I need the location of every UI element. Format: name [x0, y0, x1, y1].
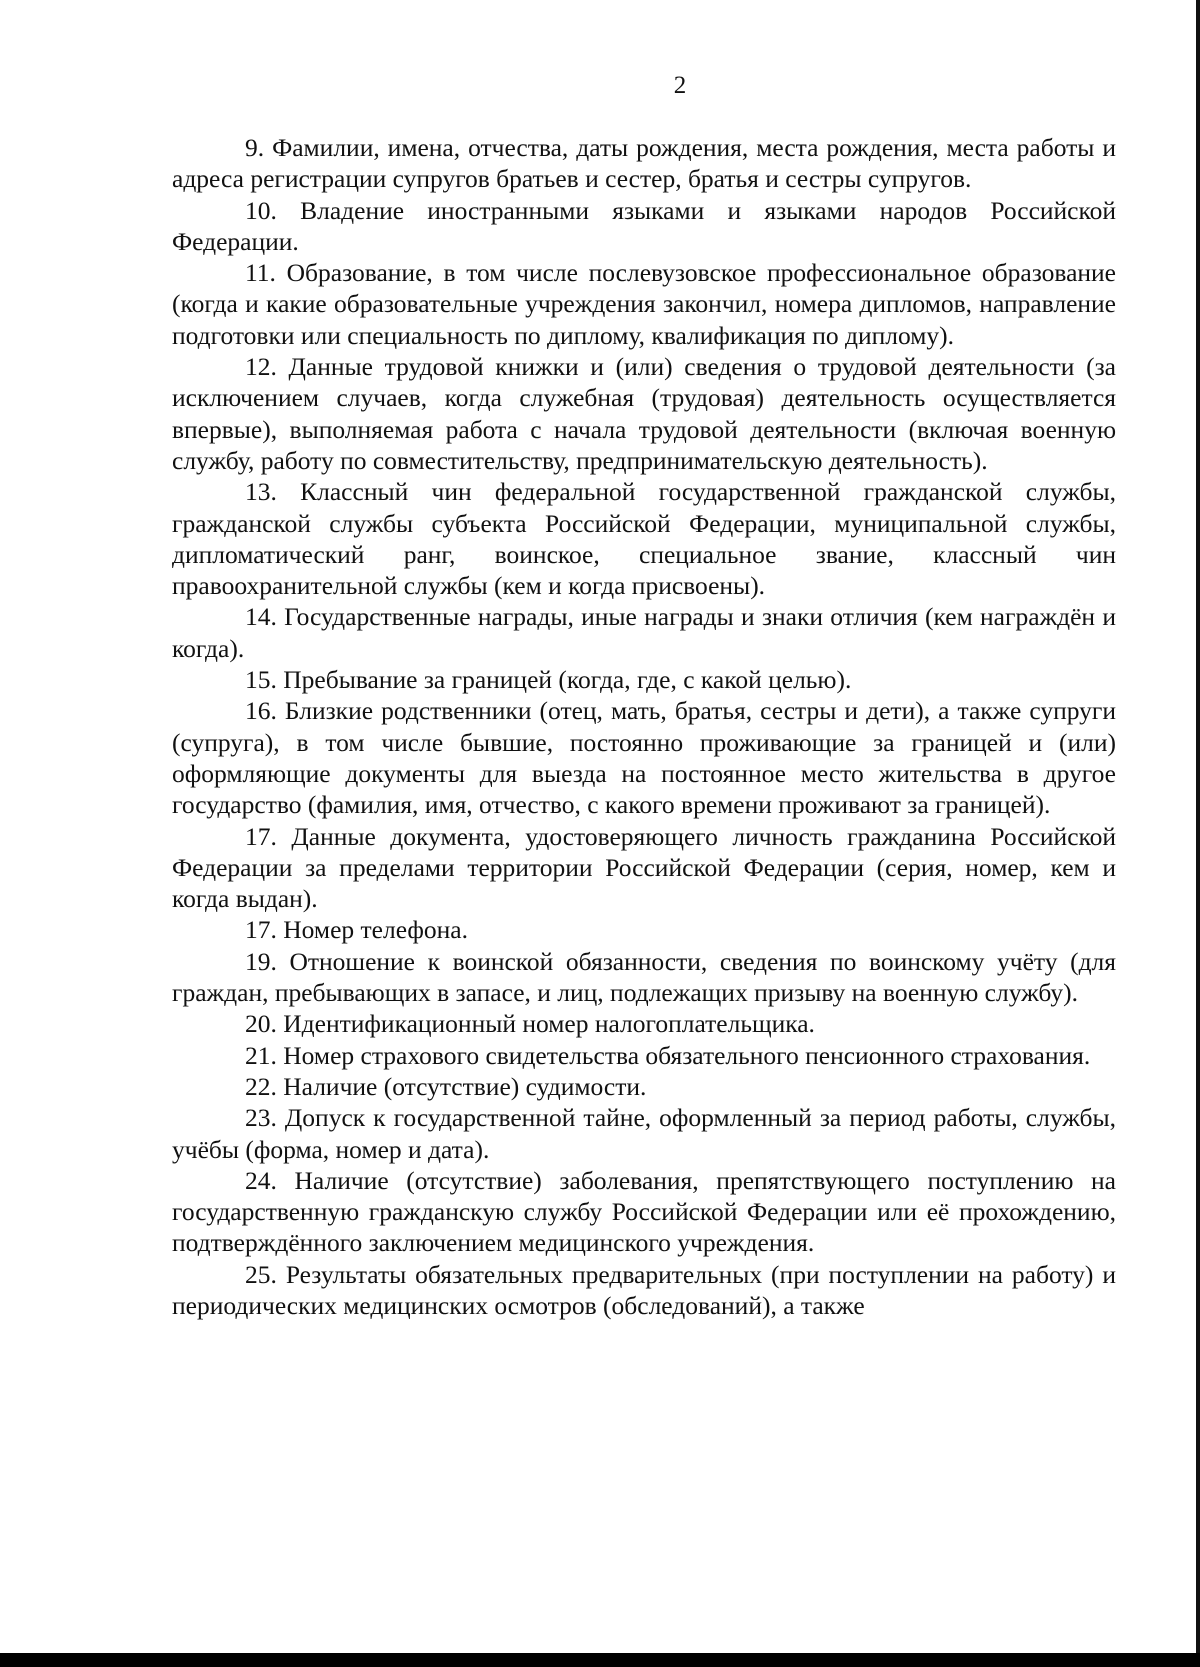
- paragraph-item-20: 20. Идентификационный номер налогоплательщика.: [245, 1009, 815, 1039]
- paragraph-item-17: 17. Данные документа, удостоверяющего личность гражданина Российской Федерации за пределами территории Российской Федерации (серия, номер, кем и когда выдан).: [172, 821, 1116, 914]
- page-number: 2: [673, 72, 687, 99]
- paragraph-item-17b: 17. Номер телефона.: [245, 915, 468, 945]
- paragraph-item-15: 15. Пребывание за границей (когда, где, с какой целью).: [245, 665, 852, 695]
- scan-right-border: [1196, 0, 1200, 1667]
- paragraph-item-23: 23. Допуск к государственной тайне, оформленный за период работы, службы, учёбы (форма, номер и дата).: [172, 1103, 1116, 1164]
- paragraph-item-9: 9. Фамилии, имена, отчества, даты рождения, места рождения, места работы и адреса регистрации супругов братьев и сестер, братья и сестры супругов.: [172, 133, 1116, 194]
- paragraph-item-16: 16. Близкие родственники (отец, мать, братья, сестры и дети), а также супруги (супруга), в том числе бывшие, постоянно проживающие за границей и (или) оформляющие документы для выезда на постоянное место жительства в другое государство (фамилия, имя, отчество, с какого времени проживают за границей).: [172, 696, 1116, 820]
- paragraph-item-21: 21. Номер страхового свидетельства обязательного пенсионного страхования.: [245, 1040, 1091, 1070]
- paragraph-item-22: 22. Наличие (отсутствие) судимости.: [245, 1071, 647, 1101]
- paragraph-item-19: 19. Отношение к воинской обязанности, сведения по воинскому учёту (для граждан, пребывающих в запасе, и лиц, подлежащих призыву на военную службу).: [172, 946, 1116, 1008]
- paragraph-item-14: 14. Государственные награды, иные награды и знаки отличия (кем награждён и когда).: [172, 602, 1116, 663]
- paragraph-item-25: 25. Результаты обязательных предварительных (при поступлении на работу) и периодических медицинских осмотров (обследований), а также: [172, 1259, 1116, 1320]
- document-body: [172, 132, 1116, 1321]
- paragraph-item-10: 10. Владение иностранными языками и языками народов Российской Федерации.: [172, 195, 1116, 256]
- scan-bottom-border: [0, 1653, 1200, 1667]
- paragraph-item-12: 12. Данные трудовой книжки и (или) сведения о трудовой деятельности (за исключением случаев, когда служебная (трудовая) деятельность осуществляется впервые), выполняемая работа с начала трудовой деятельности (включая военную службу, работу по совместительству, предпринимательскую деятельность).: [172, 352, 1116, 475]
- paragraph-item-11: 11. Образование, в том числе послевузовское профессиональное образование (когда и какие образовательные учреждения закончил, номера дипломов, направление подготовки или специальность по диплому, квалификация по диплому).: [172, 258, 1116, 350]
- paragraph-item-24: 24. Наличие (отсутствие) заболевания, препятствующего поступлению на государственную гражданскую службу Российской Федерации или её прохождению, подтверждённого заключением медицинского учреждения.: [172, 1165, 1116, 1258]
- paragraph-item-13: 13. Классный чин федеральной государственной гражданской службы, гражданской службы субъекта Российской Федерации, муниципальной службы, дипломатический ранг, воинское, специальное звание, классный чин правоохранительной службы (кем и когда присвоены).: [172, 477, 1116, 601]
